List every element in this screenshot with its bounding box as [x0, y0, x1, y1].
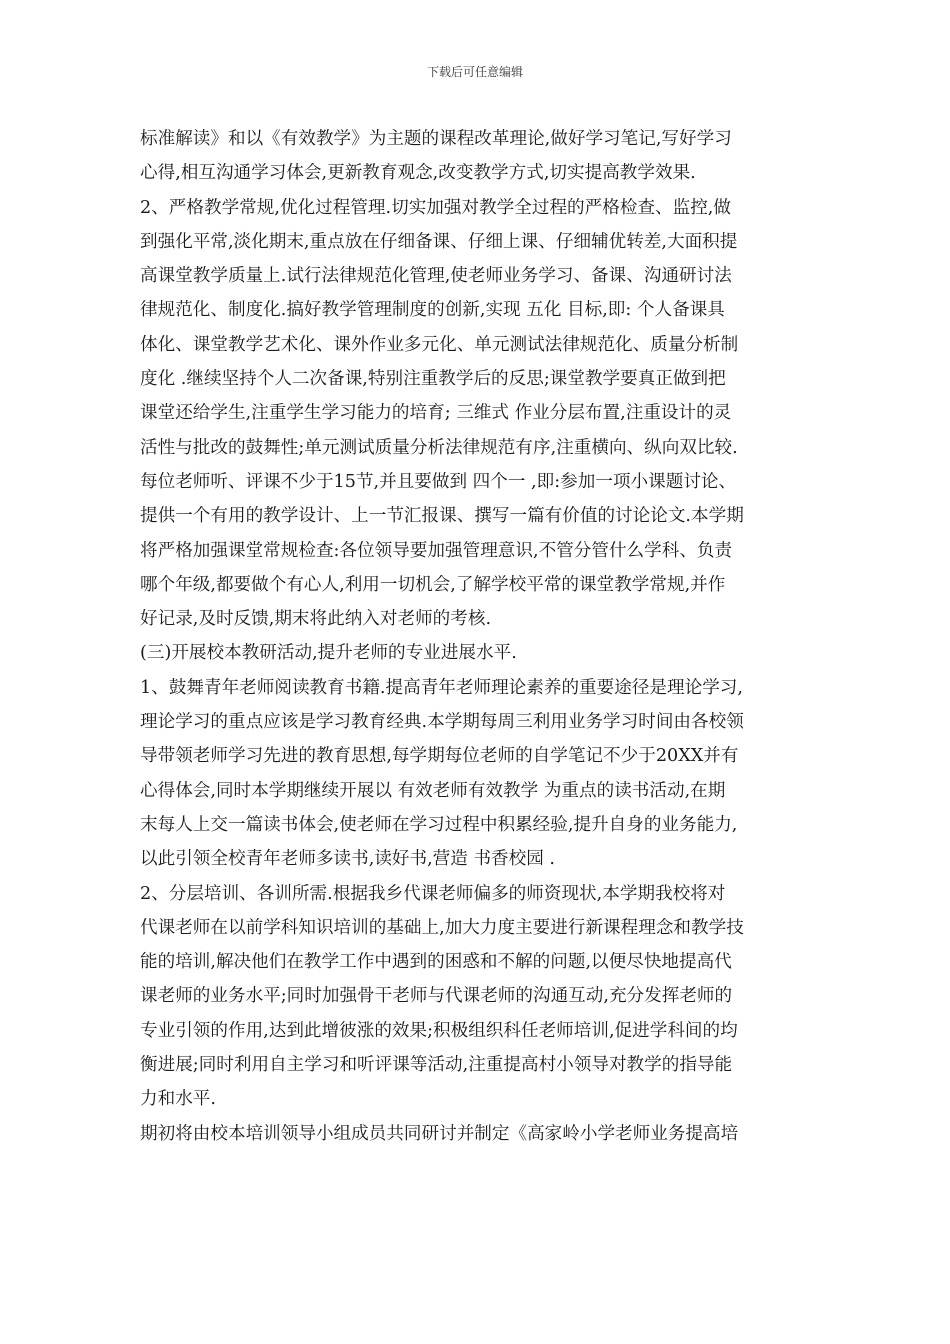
text-line: 好记录,及时反馈,期末将此纳入对老师的考核. [140, 609, 492, 630]
text-line: 心得,相互沟通学习体会,更新教育观念,改变教学方式,切实提高教学效果. [140, 163, 696, 184]
text-line: 以此引领全校青年老师多读书,读好书,营造 书香校园 . [140, 849, 556, 870]
text-line: 心得体会,同时本学期继续开展以 有效老师有效教学 为重点的读书活动,在期 [140, 780, 726, 801]
text-line: 导带领老师学习先进的教育思想,每学期每位老师的自学笔记不少于20XX并有 [140, 746, 739, 767]
text-line: 课堂还给学生,注重学生学习能力的培育; 三维式 作业分层布置,注重设计的灵 [140, 403, 732, 424]
text-line: 2、分层培训、各训所需.根据我乡代课老师偏多的师资现状,本学期我校将对 [140, 883, 726, 904]
text-line: 末每人上交一篇读书体会,使老师在学习过程中积累经验,提升自身的业务能力, [140, 814, 738, 835]
text-line: 活性与批改的鼓舞性;单元测试质量分析法律规范有序,注重横向、纵向双比较. [140, 437, 738, 458]
text-line: 提供一个有用的教学设计、上一节汇报课、撰写一篇有价值的讨论论文.本学期 [140, 506, 744, 527]
text-line: 哪个年级,都要做个有心人,利用一切机会,了解学校平常的课堂教学常规,并作 [140, 574, 726, 595]
text-line: 度化 .继续坚持个人二次备课,特别注重教学后的反思;课堂教学要真正做到把 [140, 369, 726, 390]
text-line: 课老师的业务水平;同时加强骨干老师与代课老师的沟通互动,充分发挥老师的 [140, 986, 733, 1007]
page-header: 下载后可任意编辑 [426, 65, 523, 79]
text-line: 能的培训,解决他们在教学工作中遇到的困惑和不解的问题,以便尽快地提高代 [140, 952, 732, 973]
text-line: 到强化平常,淡化期末,重点放在仔细备课、仔细上课、仔细辅优转差,大面积提 [140, 231, 738, 252]
text-line: 衡进展;同时利用自主学习和听评课等活动,注重提高村小领导对教学的指导能 [140, 1055, 733, 1076]
text-line: 理论学习的重点应该是学习教育经典.本学期每周三利用业务学习时间由各校领 [140, 712, 744, 733]
section-heading: (三)开展校本教研活动,提升老师的专业进展水平. [140, 643, 517, 664]
text-line: 体化、课堂教学艺术化、课外作业多元化、单元测试法律规范化、质量分析制 [140, 334, 739, 355]
text-line: 代课老师在以前学科知识培训的基础上,加大力度主要进行新课程理念和教学技 [140, 917, 744, 938]
text-line: 将严格加强课堂常规检查:各位领导要加强管理意识,不管分管什么学科、负责 [140, 540, 733, 561]
text-line: 每位老师听、评课不少于15节,并且要做到 四个一 ,即:参加一项小课题讨论、 [140, 471, 737, 492]
text-line: 1、鼓舞青年老师阅读教育书籍.提高青年老师理论素养的重要途径是理论学习, [140, 677, 743, 698]
text-line: 期初将由校本培训领导小组成员共同研讨并制定《高家岭小学老师业务提高培 [140, 1123, 739, 1144]
document-body [140, 122, 820, 1151]
text-line: 2、严格教学常规,优化过程管理.切实加强对教学全过程的严格检查、监控,做 [140, 197, 731, 218]
text-line: 高课堂教学质量上.试行法律规范化管理,使老师业务学习、备课、沟通研讨法 [140, 266, 732, 287]
text-line: 力和水平. [140, 1089, 216, 1110]
text-line: 标准解读》和以《有效教学》为主题的课程改革理论,做好学习笔记,写好学习 [140, 129, 732, 149]
text-line: 专业引领的作用,达到此增彼涨的效果;积极组织科任老师培训,促进学科间的均 [140, 1020, 738, 1041]
text-line: 律规范化、制度化.搞好教学管理制度的创新,实现 五化 目标,即: 个人备课具 [140, 300, 725, 321]
